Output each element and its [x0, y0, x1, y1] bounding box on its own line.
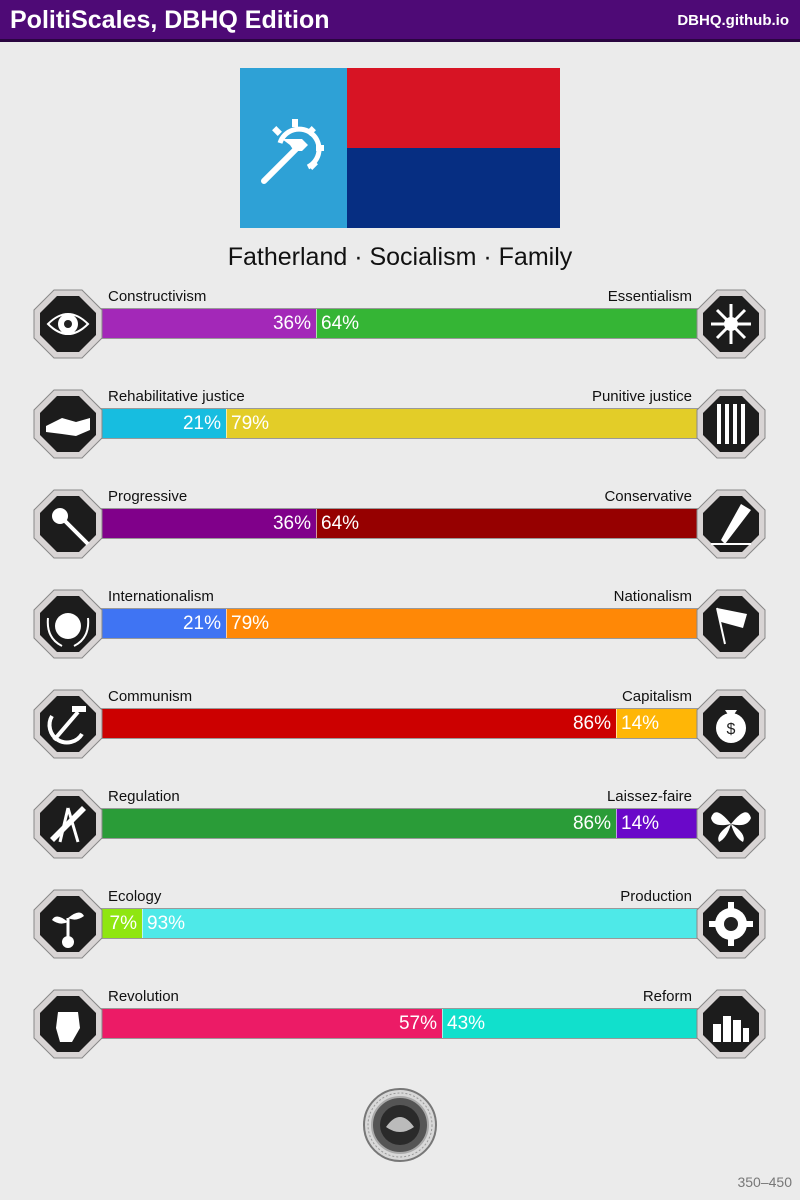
axis-right-segment: 79%: [226, 409, 700, 438]
gear-icon: [695, 888, 767, 960]
handshake-icon: [32, 388, 104, 460]
flag-icon: [695, 588, 767, 660]
butterfly-icon: [695, 788, 767, 860]
axis-left-label: Constructivism: [108, 288, 207, 305]
axis-row: [0, 588, 800, 668]
axis-bar: [100, 408, 700, 439]
sprout-icon: [32, 888, 104, 960]
axis-left-label: Communism: [108, 688, 193, 705]
axis-bar: [100, 708, 700, 739]
axis-bar: [100, 1008, 700, 1039]
axis-left-segment: 36%: [100, 309, 316, 338]
axis-right-label: Production: [620, 888, 692, 905]
axis-row: [0, 788, 800, 868]
axis-right-segment: 43%: [442, 1009, 700, 1038]
axis-row: [0, 688, 800, 768]
axis-left-label: Ecology: [108, 888, 162, 905]
flag: [240, 68, 560, 228]
axis-right-label: Nationalism: [613, 588, 692, 605]
axis-right-segment: 14%: [616, 709, 700, 738]
axis-left-segment: 7%: [100, 909, 142, 938]
axis-left-label: Internationalism: [108, 588, 214, 605]
axis-left-segment: 57%: [100, 1009, 442, 1038]
axis-row: [0, 488, 800, 568]
flower-icon: [695, 288, 767, 360]
ruler-compass-icon: [32, 788, 104, 860]
axis-row: [0, 988, 800, 1068]
hammer-sickle-icon: [32, 688, 104, 760]
motto: Fatherland · Socialism · Family: [227, 243, 573, 271]
city-icon: [695, 988, 767, 1060]
axis-right-segment: 64%: [316, 309, 700, 338]
app-title: PolitiScales, DBHQ Edition: [10, 6, 330, 34]
axis-row: [0, 388, 800, 468]
axis-bar: [100, 508, 700, 539]
axis-right-segment: 93%: [142, 909, 700, 938]
money-bag-icon: [695, 688, 767, 760]
axis-left-label: Progressive: [108, 488, 188, 505]
axis-right-label: Reform: [642, 988, 692, 1005]
axis-left-label: Regulation: [108, 788, 180, 805]
axis-bar: [100, 608, 700, 639]
comet-icon: [32, 488, 104, 560]
seal-emblem-icon: [362, 1087, 438, 1163]
gear-hammer-sickle-emblem-icon: [258, 115, 330, 187]
axis-right-segment: 64%: [316, 509, 700, 538]
eye-icon: [32, 288, 104, 360]
flag-bottom-stripe: [347, 148, 560, 228]
axis-bar: [100, 908, 700, 939]
axis-left-segment: 21%: [100, 409, 226, 438]
axis-left-segment: 36%: [100, 509, 316, 538]
globe-laurel-icon: [32, 588, 104, 660]
score-range: 350–450: [737, 1174, 792, 1190]
axis-right-segment: 14%: [616, 809, 700, 838]
axis-right-label: Laissez-faire: [606, 788, 692, 805]
axis-right-label: Capitalism: [621, 688, 692, 705]
axis-left-segment: 86%: [100, 709, 616, 738]
prison-bars-icon: [695, 388, 767, 460]
header-bar: [0, 0, 800, 42]
quill-icon: [695, 488, 767, 560]
axis-row: [0, 288, 800, 368]
axis-right-label: Punitive justice: [591, 388, 692, 405]
axis-left-label: Rehabilitative justice: [108, 388, 245, 405]
flag-top-stripe: [347, 68, 560, 148]
site-link[interactable]: DBHQ.github.io: [677, 12, 789, 29]
axis-bar: [100, 308, 700, 339]
axis-right-label: Conservative: [604, 488, 692, 505]
axis-right-label: Essentialism: [607, 288, 692, 305]
axis-left-label: Revolution: [108, 988, 179, 1005]
fist-icon: [32, 988, 104, 1060]
axis-right-segment: 79%: [226, 609, 700, 638]
axis-left-segment: 86%: [100, 809, 616, 838]
axis-bar: [100, 808, 700, 839]
axis-left-segment: 21%: [100, 609, 226, 638]
axis-row: [0, 888, 800, 968]
svg-text:$: $: [726, 721, 736, 738]
